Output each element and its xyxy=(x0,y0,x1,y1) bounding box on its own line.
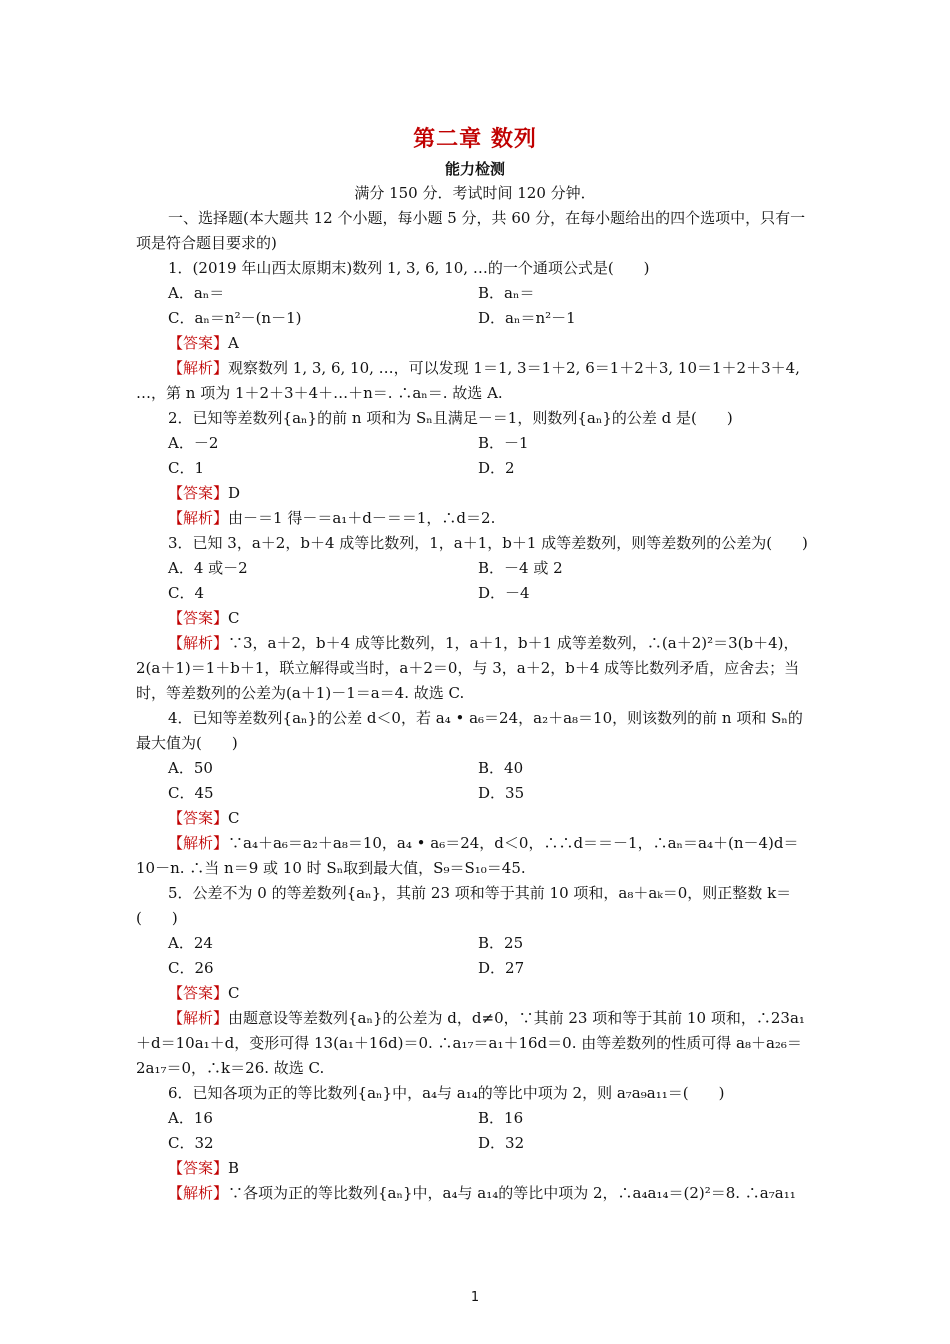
option-row xyxy=(136,556,816,581)
option-d: D．2 xyxy=(478,459,515,477)
option-b: B．16 xyxy=(478,1109,524,1127)
option-d: D．27 xyxy=(478,959,525,977)
section-subtitle: 能力检测 xyxy=(444,160,505,178)
analysis-text: ∵各项为正的等比数列{aₙ}中，a₄与 a₁₄的等比中项为 2，∴a₄a₁₄＝(2)²＝8. ∴a₇a₁₁ xyxy=(228,1184,796,1202)
question-5 xyxy=(136,881,816,1081)
analysis-line xyxy=(136,1181,816,1206)
answer-line xyxy=(136,1156,816,1181)
analysis-text: 观察数列 1, 3, 6, 10, …，可以发现 1＝1, 3＝1＋2, 6＝1＋2＋3, 10＝1＋2＋3＋4, …，第 n 项为 1＋2＋3＋4＋…＋n＝. ∴aₙ＝. 故选 A. xyxy=(136,359,800,402)
answer-value: B xyxy=(228,1159,240,1177)
option-b: B．25 xyxy=(478,934,524,952)
answer-tag: 【答案】 xyxy=(168,334,229,352)
option-c: C．4 xyxy=(168,584,205,602)
answer-line xyxy=(136,606,816,631)
option-b: B．－1 xyxy=(478,434,529,452)
analysis-line xyxy=(136,506,816,531)
question-stem: 2．已知等差数列{aₙ}的前 n 项和为 Sₙ且满足－＝1，则数列{aₙ}的公差 d 是( ) xyxy=(168,409,733,427)
option-row xyxy=(136,431,816,456)
question-2 xyxy=(136,406,816,531)
option-row xyxy=(136,281,816,306)
answer-line xyxy=(136,806,816,831)
answer-value: D xyxy=(228,484,241,502)
question-stem: 4．已知等差数列{aₙ}的公差 d＜0，若 a₄ • a₆＝24，a₂＋a₈＝10，则该数列的前 n 项和 Sₙ的最大值为( ) xyxy=(136,709,803,752)
analysis-tag: 【解析】 xyxy=(168,509,229,527)
option-c: C．1 xyxy=(168,459,205,477)
answer-line xyxy=(136,981,816,1006)
question-stem: 6．已知各项为正的等比数列{aₙ}中，a₄与 a₁₄的等比中项为 2，则 a₇a₉a₁₁＝( ) xyxy=(168,1084,725,1102)
analysis-line xyxy=(136,356,816,406)
question-3 xyxy=(136,531,816,706)
analysis-tag: 【解析】 xyxy=(168,359,229,377)
question-6 xyxy=(136,1081,816,1206)
section-intro: 一、选择题(本大题共 12 个小题，每小题 5 分，共 60 分，在每小题给出的四个选项中，只有一项是符合题目要求的) xyxy=(136,209,806,252)
question-1 xyxy=(136,256,816,406)
answer-value: C xyxy=(228,809,240,827)
document-body xyxy=(136,206,816,1206)
option-a: A．50 xyxy=(168,759,213,777)
option-a: A．aₙ＝ xyxy=(168,284,225,302)
analysis-line xyxy=(136,631,816,706)
chapter-title: 第二章 数列 xyxy=(413,126,537,152)
option-row xyxy=(136,931,816,956)
option-row xyxy=(136,1106,816,1131)
analysis-tag: 【解析】 xyxy=(168,1009,229,1027)
answer-tag: 【答案】 xyxy=(168,609,229,627)
option-d: D．－4 xyxy=(478,584,530,602)
option-row xyxy=(136,781,816,806)
answer-value: C xyxy=(228,609,240,627)
answer-line xyxy=(136,481,816,506)
option-row xyxy=(136,306,816,331)
analysis-line xyxy=(136,1006,816,1081)
option-row xyxy=(136,756,816,781)
option-row xyxy=(136,456,816,481)
analysis-tag: 【解析】 xyxy=(168,834,229,852)
option-row xyxy=(136,581,816,606)
answer-tag: 【答案】 xyxy=(168,809,229,827)
option-d: D．32 xyxy=(478,1134,525,1152)
analysis-text: ∵3，a＋2，b＋4 成等比数列，1，a＋1，b＋1 成等差数列，∴(a＋2)²＝3(b＋4)，2(a＋1)＝1＋b＋1，联立解得或当时，a＋2＝0，与 3，a＋2，b＋4 成等比数列矛盾，应舍去；当时，等差数列的公差为(a＋1)－1＝a＝4. 故选 C. xyxy=(136,634,800,702)
option-d: D．35 xyxy=(478,784,525,802)
option-c: C．32 xyxy=(168,1134,214,1152)
option-b: B．－4 或 2 xyxy=(478,559,563,577)
analysis-text: 由题意设等差数列{aₙ}的公差为 d，d≠0，∵其前 23 项和等于其前 10 项和，∴23a₁＋d＝10a₁＋d，变形可得 13(a₁＋16d)＝0. ∴a₁₇＝a₁＋16d＝0. 由等差数列的性质可得 a₈＋a₂₆＝2a₁₇＝0，∴k＝26. 故选 C. xyxy=(136,1009,805,1077)
answer-value: A xyxy=(228,334,239,352)
option-a: A．16 xyxy=(168,1109,213,1127)
option-c: C．45 xyxy=(168,784,214,802)
answer-line xyxy=(136,331,816,356)
option-c: C．aₙ＝n²－(n－1) xyxy=(168,309,302,327)
answer-tag: 【答案】 xyxy=(168,984,229,1002)
question-stem: 5．公差不为 0 的等差数列{aₙ}，其前 23 项和等于其前 10 项和，a₈＋aₖ＝0，则正整数 k＝( ) xyxy=(136,884,792,927)
option-row xyxy=(136,1131,816,1156)
exam-info: 满分 150 分．考试时间 120 分钟． xyxy=(354,184,596,202)
question-stem: 3．已知 3，a＋2，b＋4 成等比数列，1，a＋1，b＋1 成等差数列，则等差数列的公差为( ) xyxy=(168,534,808,552)
analysis-tag: 【解析】 xyxy=(168,634,229,652)
option-a: A．4 或－2 xyxy=(168,559,248,577)
analysis-text: ∵a₄＋a₆＝a₂＋a₈＝10，a₄ • a₆＝24，d＜0，∴∴d＝＝－1，∴aₙ＝a₄＋(n－4)d＝10－n. ∴当 n＝9 或 10 时 Sₙ取到最大值，S₉＝S₁₀＝45. xyxy=(136,834,799,877)
option-a: A．24 xyxy=(168,934,213,952)
option-b: B．40 xyxy=(478,759,524,777)
answer-tag: 【答案】 xyxy=(168,484,229,502)
option-b: B．aₙ＝ xyxy=(478,284,535,302)
analysis-text: 由－＝1 得－＝a₁＋d－＝＝1，∴d＝2. xyxy=(228,509,496,527)
option-row xyxy=(136,956,816,981)
analysis-tag: 【解析】 xyxy=(168,1184,229,1202)
answer-tag: 【答案】 xyxy=(168,1159,229,1177)
question-stem: 1．(2019 年山西太原期末)数列 1, 3, 6, 10, …的一个通项公式是( ) xyxy=(168,259,650,277)
answer-value: C xyxy=(228,984,240,1002)
analysis-line xyxy=(136,831,816,881)
option-a: A．－2 xyxy=(168,434,219,452)
question-4 xyxy=(136,706,816,881)
page-number: 1 xyxy=(470,1290,480,1305)
option-d: D．aₙ＝n²－1 xyxy=(478,309,576,327)
option-c: C．26 xyxy=(168,959,214,977)
